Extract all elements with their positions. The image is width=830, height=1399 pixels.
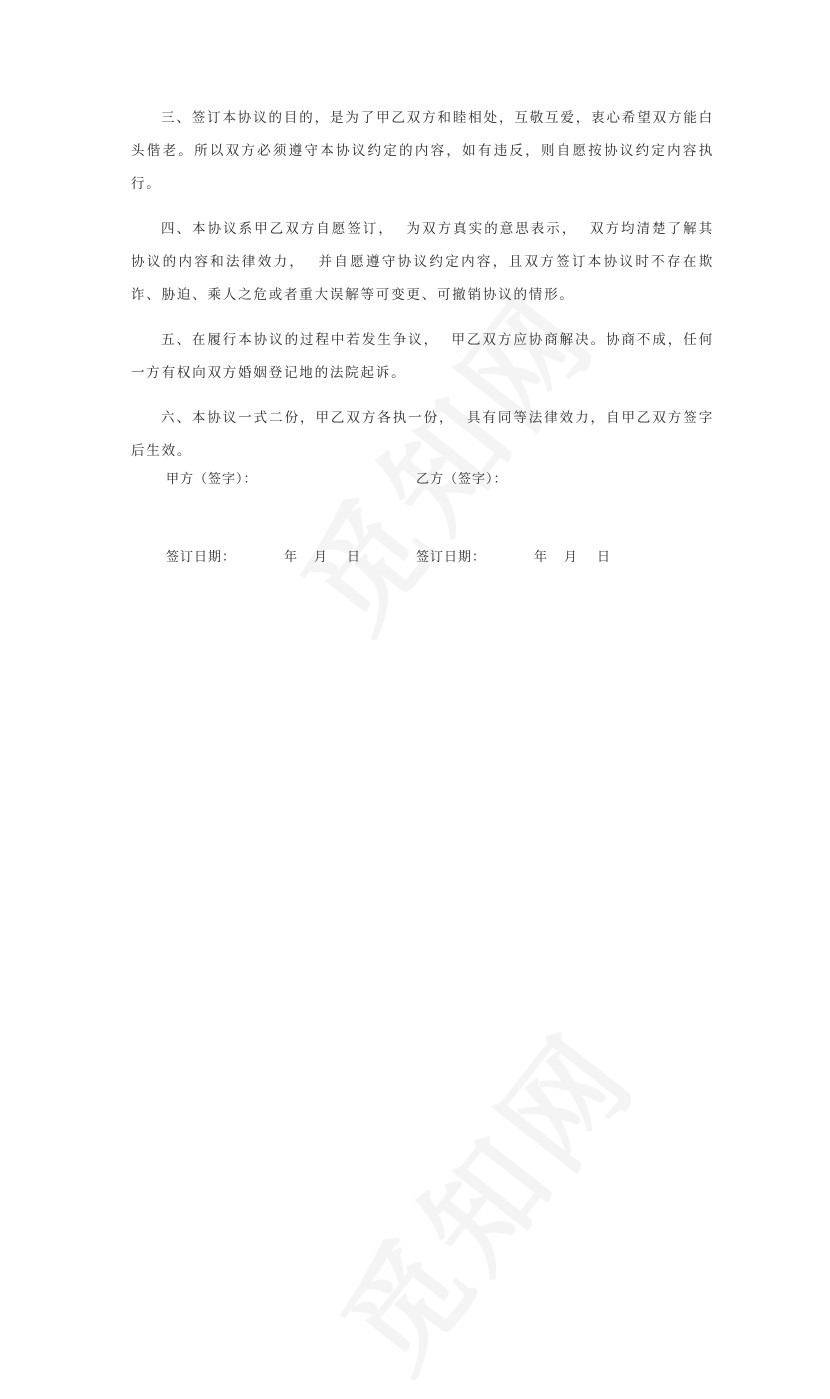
watermark	[297, 991, 667, 1398]
party-a-date-month: 月	[314, 550, 329, 565]
party-b-signature-label: 乙方（签字）：	[416, 472, 508, 487]
party-a-signature-label: 甲方（签字）：	[166, 472, 258, 487]
party-a-date-year: 年	[284, 550, 299, 565]
agreement-body	[131, 102, 714, 480]
party-b-date-year: 年	[534, 550, 549, 565]
party-b-date-month: 月	[564, 550, 579, 565]
party-b-date-day: 日	[597, 550, 612, 565]
party-b-date-label: 签订日期：	[416, 550, 487, 565]
date-row	[166, 546, 612, 696]
clause-6: 六、本协议一式二份，甲乙双方各执一份， 具有同等法律效力，自甲乙双方签字后生效。	[131, 410, 714, 459]
party-a-date-day: 日	[347, 550, 362, 565]
clause-5: 五、在履行本协议的过程中若发生争议， 甲乙双方应协商解决。协商不成，任何一方有权向双方婚姻登记地的法院起诉。	[131, 332, 714, 381]
party-a-date-label: 签订日期：	[166, 550, 237, 565]
clause-3: 三、签订本协议的目的，是为了甲乙双方和睦相处，互敬互爱，衷心希望双方能白头偕老。所以双方必须遵守本协议约定的内容，如有违反，则自愿按协议约定内容执行。	[131, 110, 714, 192]
signature-row	[166, 468, 508, 528]
clause-4: 四、本协议系甲乙双方自愿签订， 为双方真实的意思表示， 双方均清楚了解其协议的内容和法律效力， 并自愿遵守协议约定内容，且双方签订本协议时不存在欺诈、胁迫、乘人之危或者重大误解等可变更、可撤销协议的情形。	[131, 221, 714, 303]
